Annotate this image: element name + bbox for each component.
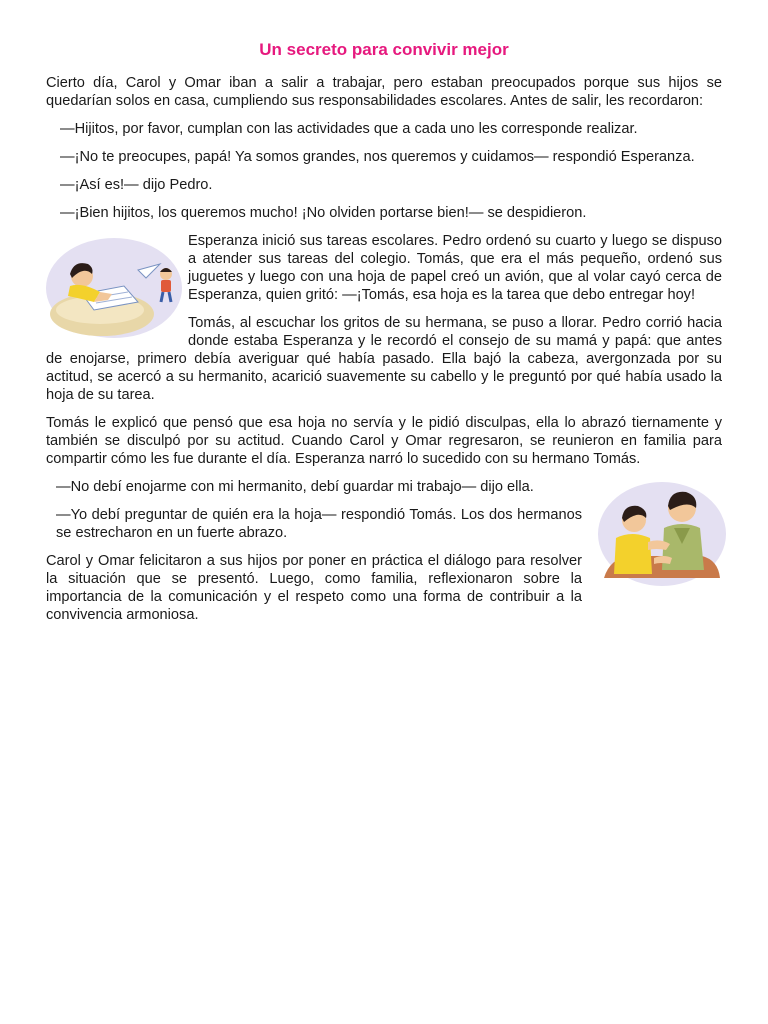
paragraph-apology: Tomás le explicó que pensó que esa hoja no servía y le pidió disculpas, ella lo abrazó tiernamente y también se disculpó por su actitud. Cuando Carol y Omar regresaron, se reunieron en familia para compartir cómo les fue durante el día. Esperanza narró lo sucedido con su hermano Tomás.: [46, 415, 722, 467]
paragraph-conclusion: Carol y Omar felicitaron a sus hijos por poner en práctica el diálogo para resolver la situación que se presentó. Luego, como familia, reflexionaron sobre la importancia de la comunicación y el respeto como una forma de contribuir a la convivencia armoniosa.: [46, 553, 582, 623]
siblings-hugging-illustration: [590, 478, 728, 588]
dialogue-esperanza-regret: —No debí enojarme con mi hermanito, debí guardar mi trabajo— dijo ella.: [56, 479, 534, 495]
dialogue-parents: —Hijitos, por favor, cumplan con las actividades que a cada uno les corresponde realizar.: [60, 121, 638, 137]
dialogue-farewell: —¡Bien hijitos, los queremos mucho! ¡No olviden portarse bien!— se despidieron.: [60, 205, 587, 221]
story-title: Un secreto para convivir mejor: [259, 40, 509, 59]
story-page: [46, 38, 722, 634]
intro-paragraph: Cierto día, Carol y Omar iban a salir a trabajar, pero estaban preocupados porque sus hijos se quedarían solos en casa, cumpliendo sus responsabilidades escolares. Antes de salir, les recordaron:: [46, 75, 722, 109]
girl-studying-illustration: [42, 236, 182, 342]
paragraph-tasks: Esperanza inició sus tareas escolares. Pedro ordenó su cuarto y luego se dispuso a atender sus tareas del colegio. Tomás, que era el más pequeño, ordenó sus juguetes y luego con una hoja de papel creó un avión, que al volar cayó cerca de Esperanza, quien gritó: —¡Tomás, esa hoja es la tarea que debo entregar hoy!: [188, 233, 722, 303]
dialogue-pedro: —¡Así es!— dijo Pedro.: [60, 177, 213, 193]
dialogue-tomas-regret: —Yo debí preguntar de quién era la hoja— respondió Tomás. Los dos hermanos se estrecharon en un fuerte abrazo.: [56, 507, 582, 541]
dialogue-esperanza: —¡No te preocupes, papá! Ya somos grandes, nos queremos y cuidamos— respondió Esperanza.: [60, 149, 695, 165]
paragraph-crying: Tomás, al escuchar los gritos de su hermana, se puso a llorar. Pedro corrió hacia donde estaba Esperanza y le recordó el consejo de su mamá y papá: que antes de enojarse, primero debía averiguar qué había pasado. Ella bajó la cabeza, avergonzada por su actitud, se acercó a su hermanito, acarició suavemente su cabello y le preguntó por qué había usado la hoja de su tarea.: [46, 315, 722, 403]
